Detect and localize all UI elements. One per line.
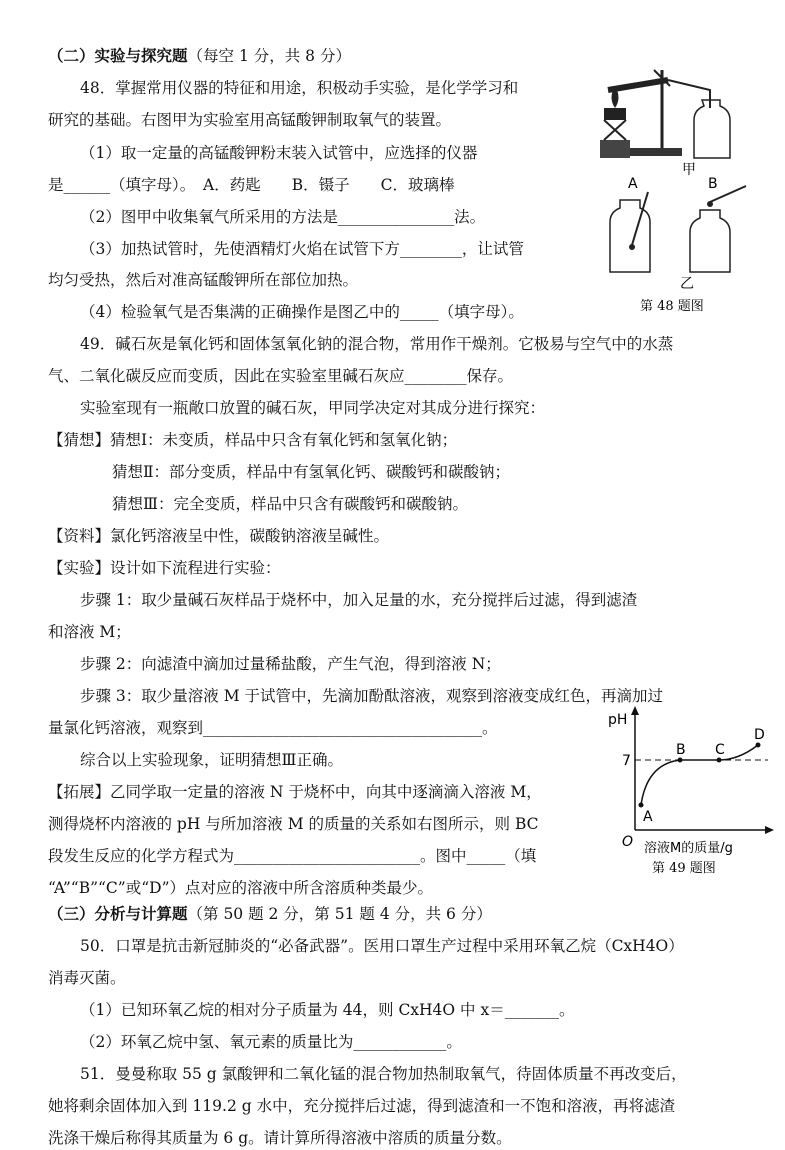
lab-apparatus-drawing: [590, 40, 770, 320]
q48-part2: （2）图甲中收集氧气所采用的方法是_______________法。: [80, 208, 486, 226]
point-label-d: D: [754, 727, 765, 743]
fig-label-a: A: [628, 176, 638, 192]
q49-step1-line2: 和溶液 M；: [48, 623, 131, 641]
figure-49: [600, 700, 775, 880]
jack-cross: [604, 120, 626, 140]
q51-line3: 洗涤干燥后称得其质量为 6 g。请计算所得溶液中溶质的质量分数。: [48, 1129, 512, 1147]
q51-line2: 她将剩余固体加入到 119.2 g 水中，充分搅拌后过滤，得到滤渣和一不饱和溶液，再将滤渣: [48, 1097, 676, 1115]
q48-part4: （4）检验氧气是否集满的正确操作是图乙中的_____（填字母）。: [80, 303, 524, 321]
q48-part1-line2: 是______（填字母）。 A．药匙 B．镊子 C．玻璃棒: [48, 176, 455, 194]
figure-48: [590, 40, 770, 320]
section3-header: [48, 904, 492, 924]
q49-step3-line2: 量氯化钙溶液，观察到____________________________________。: [48, 719, 498, 737]
section3-title: （三）分析与计算题: [48, 904, 188, 923]
lamp-jack: [600, 140, 630, 158]
collection-bottle: [694, 100, 730, 158]
q49-extension-line4: “A”“B”“C”或“D”）点对应的溶液中所含溶质种类最少。: [48, 879, 433, 897]
fig-label-b: B: [708, 176, 718, 192]
q50-part2: （2）环氧乙烷中氢、氧元素的质量比为____________。: [80, 1033, 462, 1051]
figure-49-caption: 第 49 题图: [652, 861, 716, 876]
section2-title: （二）实验与探究题: [48, 46, 188, 65]
point-group: [639, 727, 765, 825]
bottle-b: [690, 210, 730, 272]
point-label-a: A: [643, 809, 653, 825]
y-axis-label: pH: [608, 712, 628, 728]
q49-step3-line1: 步骤 3：取少量溶液 M 于试管中，先滴加酚酞溶液，观察到溶液变成红色，再滴加过: [80, 687, 664, 705]
q50-line1: 50．口罩是抗击新冠肺炎的“必备武器”。医用口罩生产过程中采用环氧乙烷（CxH4O）: [80, 937, 684, 955]
q48-part1-line1: （1）取一定量的高锰酸钾粉末装入试管中，应选择的仪器: [80, 144, 478, 162]
x-axis-arrow: [765, 826, 774, 834]
q49-line1: 49．碱石灰是氧化钙和固体氢氧化钠的混合物，常用作干燥剂。它极易与空气中的水蒸: [80, 335, 674, 353]
q49-extension-line1: 【拓展】乙同学取一定量的溶液 N 于烧杯中，向其中逐滴滴入溶液 M，: [48, 783, 542, 801]
alcohol-lamp: [604, 108, 626, 120]
q48-part3-line2: 均匀受热，然后对准高锰酸钾所在部位加热。: [48, 271, 359, 289]
stand-base: [630, 148, 682, 156]
q48-line2: 研究的基础。右图甲为实验室用高锰酸钾制取氧气的装置。: [48, 111, 452, 129]
q49-guess3: 猜想Ⅲ：完全变质，样品中只含有碳酸钙和碳酸钠。: [112, 495, 468, 513]
test-tube: [608, 80, 668, 90]
point-c: [717, 758, 722, 763]
q49-line2: 气、二氧化碳反应而变质，因此在实验室里碱石灰应________保存。: [48, 367, 514, 385]
q49-step1-line1: 步骤 1：取少量碱石灰样品于烧杯中，加入足量的水，充分搅拌后过滤，得到滤渣: [80, 591, 638, 609]
y-axis-arrow: [631, 706, 639, 715]
section2-header: [48, 46, 351, 66]
q49-extension-line2: 测得烧杯内溶液的 pH 与所加溶液 M 的质量的关系如右图所示，则 BC: [48, 815, 539, 833]
x-axis-label: 溶液M的质量/g: [644, 841, 733, 856]
q51-line1: 51．曼曼称取 55 g 氯酸钾和二氧化锰的混合物加热制取氧气，待固体质量不再改变后，: [80, 1065, 687, 1083]
fig-label-yi: 乙: [680, 276, 694, 292]
y-tick-7: 7: [622, 753, 631, 769]
q50-line2: 消毒灭菌。: [48, 969, 126, 987]
point-a: [639, 803, 644, 808]
q49-extension-line3: 段发生反应的化学方程式为________________________。图中_____（填: [48, 847, 537, 865]
q49-experiment: 【实验】设计如下流程进行实验：: [48, 559, 281, 577]
fig-label-jia: 甲: [682, 162, 696, 178]
q48-part3-line1: （3）加热试管时，先使酒精灯火焰在试管下方________，让试管: [80, 240, 524, 258]
section3-note: （第 50 题 2 分，第 51 题 4 分，共 6 分）: [187, 905, 492, 923]
q49-info: 【资料】氯化钙溶液呈中性，碳酸钠溶液呈碱性。: [48, 527, 390, 545]
point-b: [678, 758, 683, 763]
point-label-c: C: [715, 742, 725, 758]
q49-guess1: 【猜想】猜想Ⅰ：未变质，样品中只含有氧化钙和氢氧化钠；: [48, 431, 458, 449]
section2-note: （每空 1 分，共 8 分）: [187, 47, 351, 65]
figure-48-caption: 第 48 题图: [640, 299, 704, 314]
origin-label: O: [622, 834, 634, 850]
point-d: [756, 743, 761, 748]
q49-conclusion: 综合以上实验现象，证明猜想Ⅲ正确。: [80, 751, 343, 769]
q49-line3: 实验室现有一瓶敞口放置的碱石灰，甲同学决定对其成分进行探究：: [80, 399, 546, 417]
q48-line1: 48．掌握常用仪器的特征和用途，积极动手实验，是化学学习和: [80, 79, 519, 97]
ph-chart: [600, 700, 775, 880]
point-label-b: B: [676, 742, 686, 758]
ph-curve: [641, 745, 758, 805]
bottle-a: [610, 200, 650, 272]
splint-b-ember: [707, 201, 713, 207]
q50-part1: （1）已知环氧乙烷的相对分子质量为 44，则 CxH4O 中 x＝_______。: [80, 1001, 575, 1019]
q49-guess2: 猜想Ⅱ：部分变质，样品中有氢氧化钙、碳酸钙和碳酸钠；: [112, 463, 511, 481]
q49-step2: 步骤 2：向滤渣中滴加过量稀盐酸，产生气泡，得到溶液 N；: [80, 655, 501, 673]
splint-a-ember: [629, 244, 635, 250]
